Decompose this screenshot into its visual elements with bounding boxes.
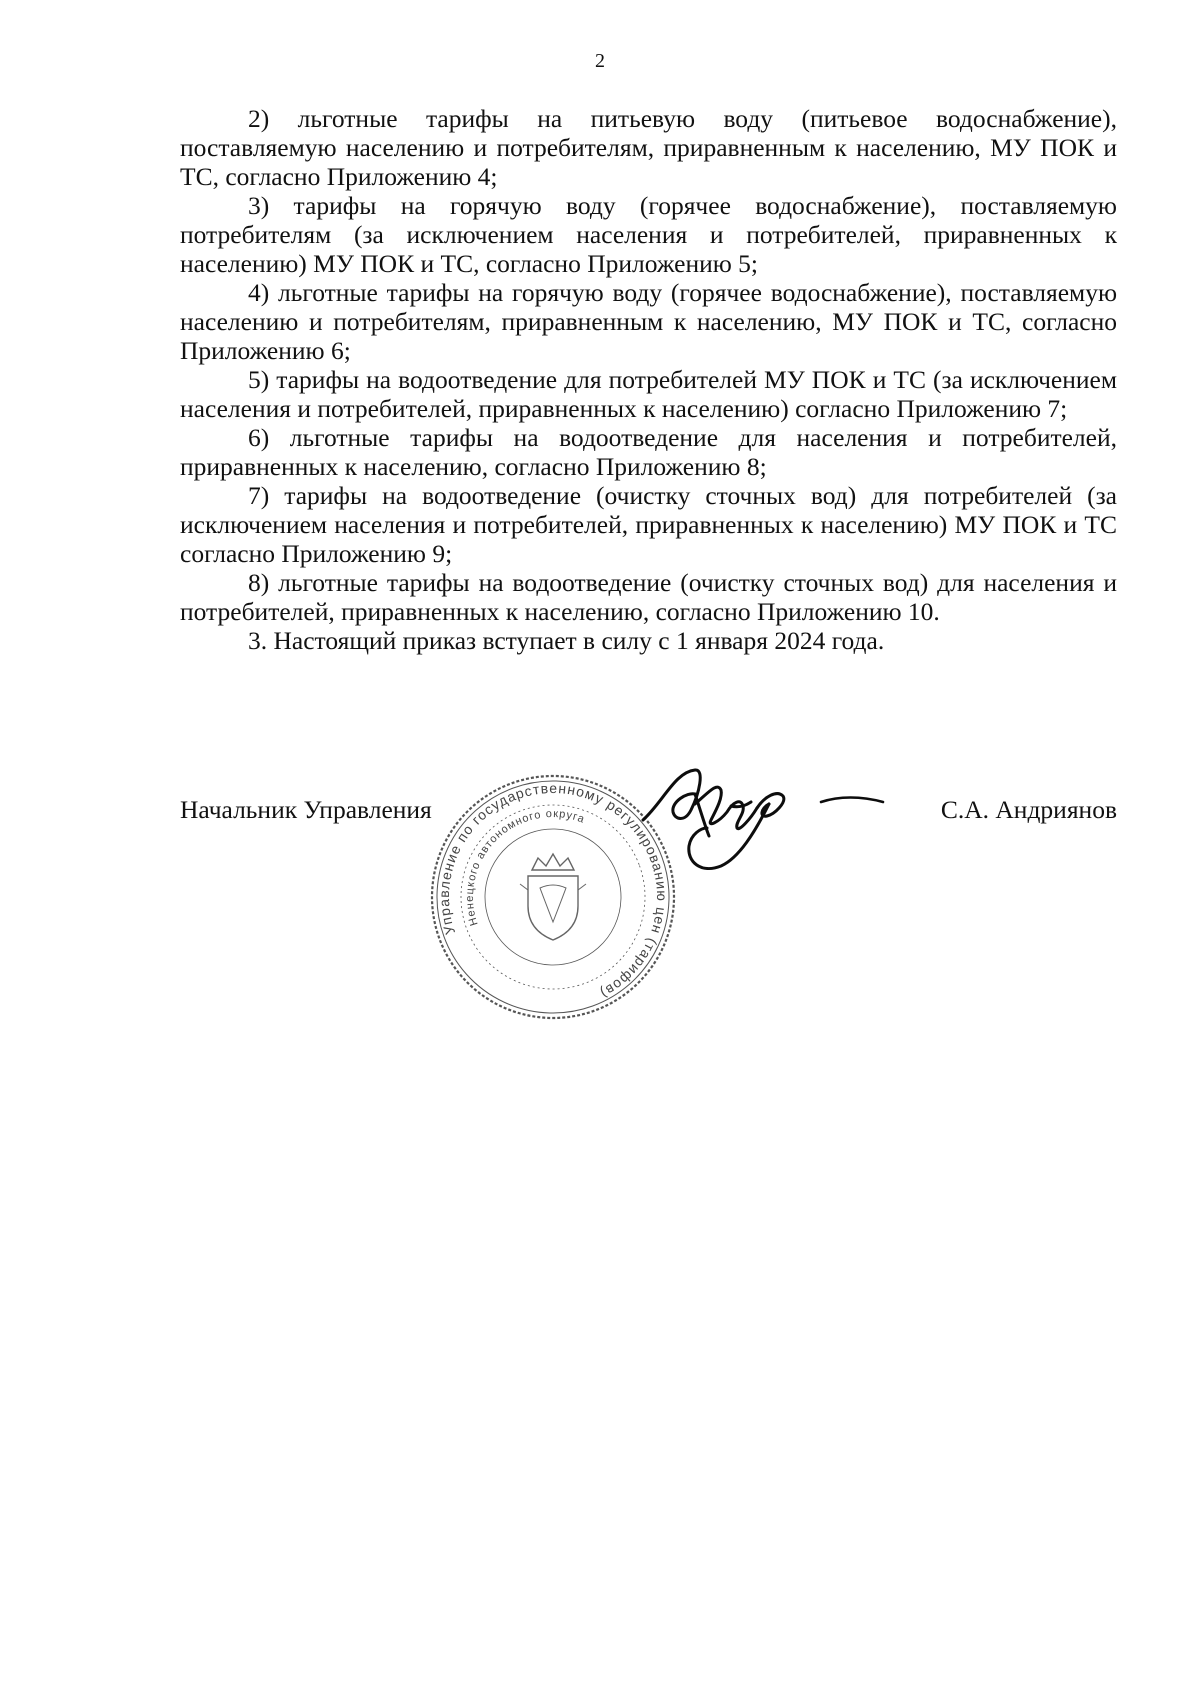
coat-of-arms-emblem: [520, 854, 586, 940]
signer-name: С.А. Андриянов: [940, 795, 1117, 824]
paragraph-item-8: 8) льготные тарифы на водоотведение (очистку сточных вод) для населения и потребителей, приравненных к населению, согласно Приложению 10.: [180, 568, 1117, 626]
signer-position: Начальник Управления: [180, 795, 432, 824]
paragraph-item-5: 5) тарифы на водоотведение для потребителей МУ ПОК и ТС (за исключением населения и потребителей, приравненных к населению) согласно Приложению 7;: [180, 365, 1117, 423]
paragraph-item-2: 2) льготные тарифы на питьевую воду (питьевое водоснабжение), поставляемую населению и потребителям, приравненным к населению, МУ ПОК и ТС, согласно Приложению 4;: [180, 104, 1117, 191]
page-number: 2: [595, 50, 605, 72]
document-body: [180, 104, 1117, 655]
paragraph-item-3: 3) тарифы на горячую воду (горячее водоснабжение), поставляемую потребителям (за исключением населения и потребителей, приравненных к населению) МУ ПОК и ТС, согласно Приложению 5;: [180, 191, 1117, 278]
paragraph-item-6: 6) льготные тарифы на водоотведение для населения и потребителей, приравненных к населению, согласно Приложению 8;: [180, 423, 1117, 481]
stamp-inner-text: Ненецкого автономного округа: [463, 807, 587, 928]
handwritten-signature: [635, 762, 890, 897]
paragraph-item-7: 7) тарифы на водоотведение (очистку сточных вод) для потребителей (за исключением населения и потребителей, приравненных к населению) МУ ПОК и ТС согласно Приложению 9;: [180, 481, 1117, 568]
paragraph-effective-date: 3. Настоящий приказ вступает в силу с 1 января 2024 года.: [248, 626, 885, 655]
paragraph-item-4: 4) льготные тарифы на горячую воду (горячее водоснабжение), поставляемую населению и потребителям, приравненным к населению, МУ ПОК и ТС, согласно Приложению 6;: [180, 278, 1117, 365]
stamp-outer-text: Управление по государственному регулированию цен (тарифов): [435, 779, 671, 1003]
